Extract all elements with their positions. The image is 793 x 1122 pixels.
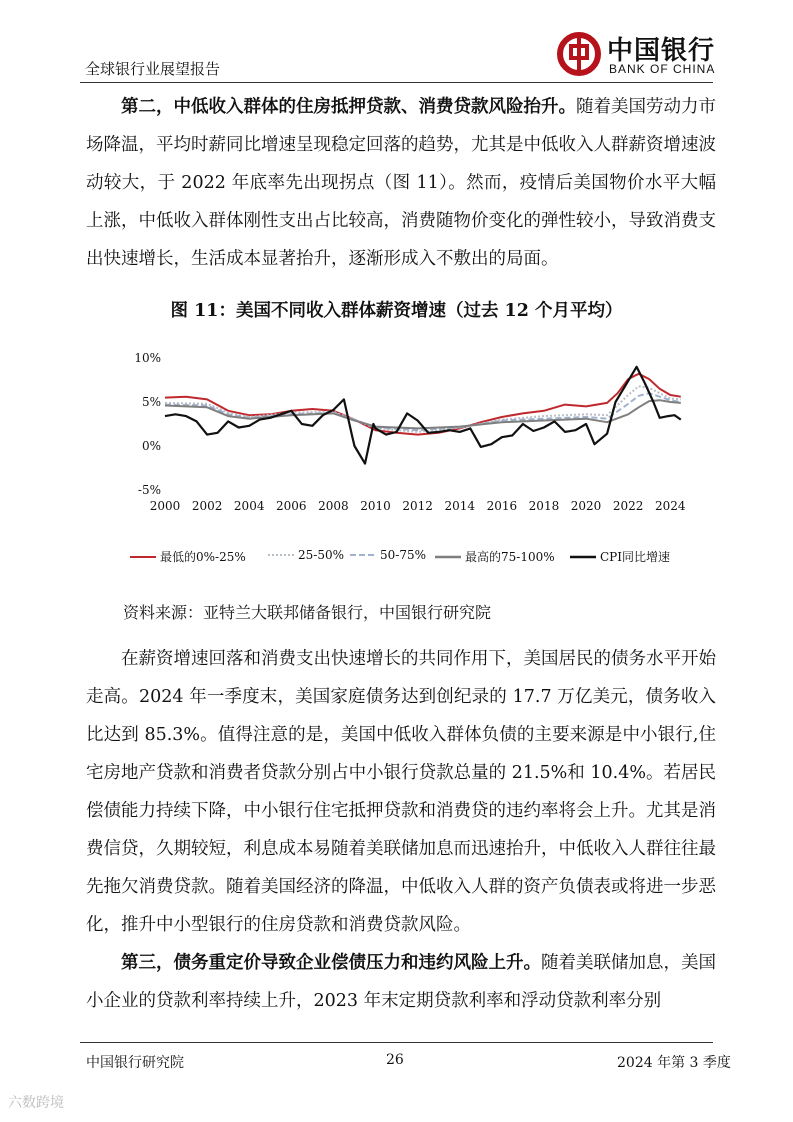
x-tick-label: 2004 [233, 499, 265, 513]
x-tick-label: 2000 [149, 499, 181, 513]
legend-label-lowest: 最低的0%-25% [160, 550, 246, 564]
paragraph-1 [86, 88, 716, 278]
paragraph-3-body: 随着美联储加息，美国小企业的贷款利率持续上升，2023 年末定期贷款利率和浮动贷款利率分别 [86, 953, 716, 1011]
chart-legend [130, 548, 690, 568]
legend-item-50-75 [350, 548, 426, 562]
logo-chinese-text: 中国银行 [607, 36, 716, 66]
x-tick-label: 2022 [612, 499, 644, 513]
legend-label-25-50: 25-50% [298, 548, 344, 562]
legend-label-cpi: CPI同比增速 [600, 550, 670, 564]
legend-swatch-highest [435, 553, 461, 561]
y-tick-label: 0% [141, 439, 161, 453]
footer-divider [80, 1042, 713, 1043]
x-tick-label: 2012 [402, 499, 433, 513]
y-tick-label: 10% [134, 351, 161, 365]
legend-label-highest: 最高的75-100% [465, 550, 555, 564]
legend-swatch-50-75 [350, 551, 376, 559]
report-header-title: 全球银行业展望报告 [85, 60, 221, 78]
legend-swatch-25-50 [268, 551, 294, 559]
paragraph-1-body: 随着美国劳动力市场降温，平均时薪同比增速呈现稳定回落的趋势，尤其是中低收入人群薪资增速波动较大，于 2022 年底率先出现拐点（图 11）。然而，疫情后美国物价水平大幅上涨，中低收入群体刚性支出占比较高，消费随物价变化的弹性较小，导致消费支出快速增长，生活成本显著抬升，逐渐形成入不敷出的局面。 [86, 97, 716, 269]
x-tick-label: 2008 [318, 499, 349, 513]
legend-item-highest [435, 548, 555, 565]
wage-growth-chart [120, 340, 700, 580]
x-tick-label: 2016 [486, 499, 518, 513]
x-tick-label: 2020 [570, 499, 602, 513]
y-tick-label: 5% [141, 395, 161, 409]
legend-item-25-50 [268, 548, 344, 562]
x-tick-label: 2014 [444, 499, 476, 513]
bank-of-china-logo [557, 30, 717, 80]
paragraph-2 [86, 640, 716, 944]
paragraph-3-heading: 第三，债务重定价导致企业偿债压力和违约风险上升。 [121, 953, 541, 973]
logo-english-text: BANK OF CHINA [609, 62, 716, 76]
legend-swatch-lowest [130, 553, 156, 561]
footer-quarter: 2024 年第 3 季度 [617, 1055, 731, 1071]
legend-item-lowest [130, 548, 246, 565]
header-divider [80, 82, 713, 83]
boc-emblem-icon [557, 32, 601, 76]
y-tick-label: -5% [137, 483, 161, 497]
figure-source: 资料来源：亚特兰大联邦储备银行，中国银行研究院 [123, 603, 492, 622]
paragraph-1-heading: 第二，中低收入群体的住房抵押贷款、消费贷款风险抬升。 [121, 97, 576, 117]
paragraph-2-body: 在薪资增速回落和消费支出快速增长的共同作用下，美国居民的债务水平开始走高。2024 年一季度末，美国家庭债务达到创纪录的 17.7 万亿美元，债务收入比达到 85.3%。值得注意的是，美国中低收入群体负债的主要来源是中小银行,住宅房地产贷款和消费者贷款分别占中小银行贷款总量的 21.5%和 10.4%。若居民偿债能力持续下降，中小银行住宅抵押贷款和消费贷的违约率将会上升。尤其是消费信贷，久期较短，利息成本易随着美联储加息而迅速抬升，中低收入人群往往最先拖欠消费贷款。随着美国经济的降温，中低收入人群的资产负债表或将进一步恶化，推升中小型银行的住房贷款和消费贷款风险。 [86, 649, 716, 935]
x-tick-label: 2006 [276, 499, 307, 513]
x-tick-label: 2010 [360, 499, 391, 513]
x-tick-label: 2018 [528, 499, 560, 513]
legend-item-cpi [570, 548, 670, 565]
x-tick-label: 2002 [191, 499, 223, 513]
x-tick-label: 2024 [654, 499, 686, 513]
legend-label-50-75: 50-75% [380, 548, 426, 562]
figure-title: 图 11：美国不同收入群体薪资增速（过去 12 个月平均） [170, 301, 623, 321]
legend-swatch-cpi [570, 553, 596, 561]
paragraph-3 [86, 944, 716, 1020]
page-number: 26 [386, 1052, 404, 1068]
series-line-2 [165, 393, 681, 430]
watermark-text: 六数跨境 [8, 1095, 64, 1111]
footer-institute: 中国银行研究院 [86, 1055, 184, 1071]
